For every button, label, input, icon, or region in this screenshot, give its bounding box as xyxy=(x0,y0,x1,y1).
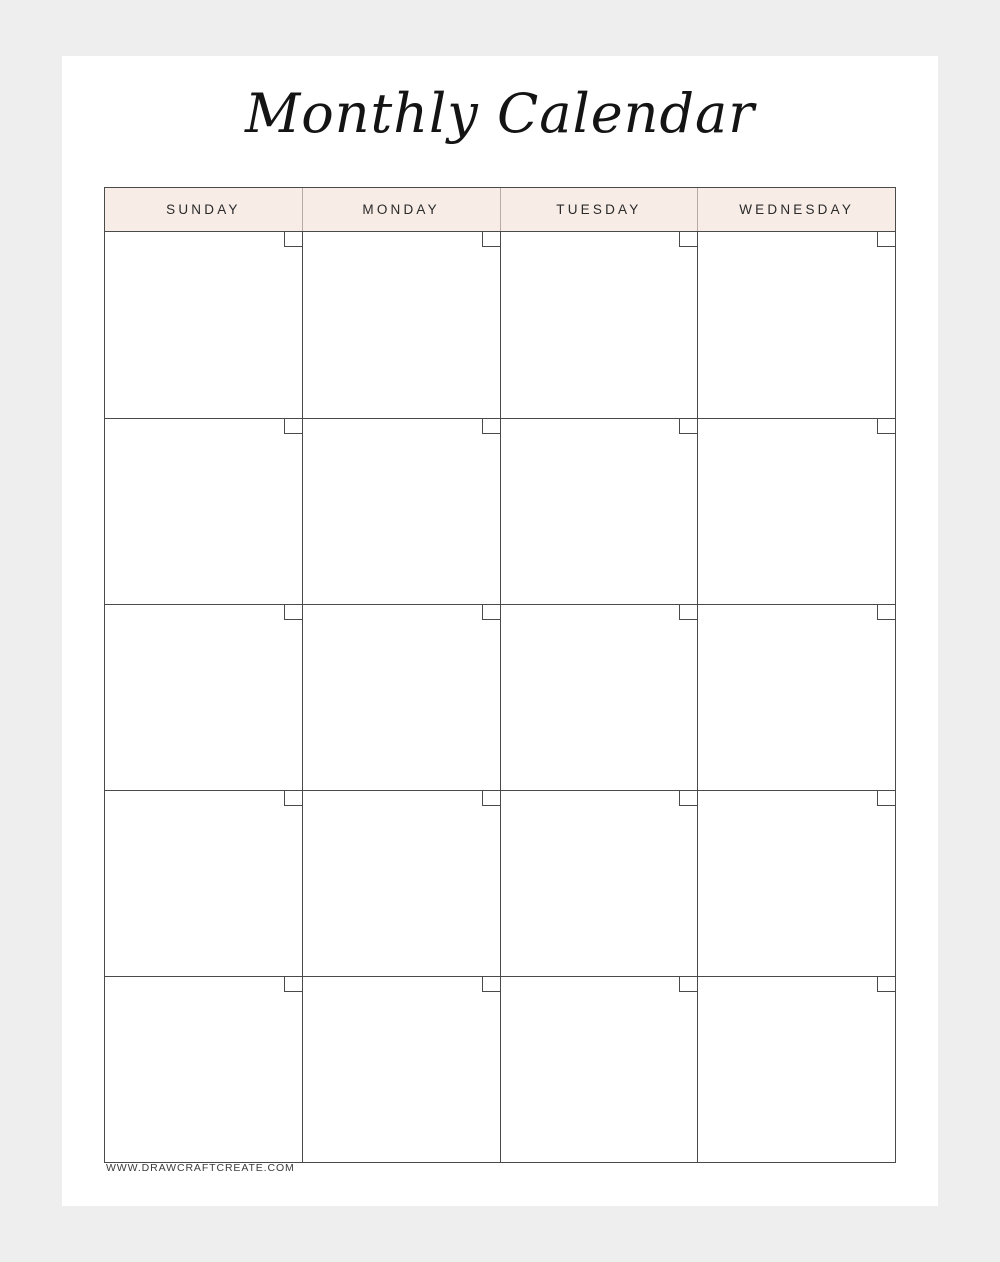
day-cell[interactable] xyxy=(302,232,500,418)
weekday-header-sunday: SUNDAY xyxy=(166,202,241,217)
day-cell[interactable] xyxy=(105,604,302,790)
date-number-box[interactable] xyxy=(482,419,500,434)
day-cell[interactable] xyxy=(500,976,698,1162)
weekday-header-tuesday: TUESDAY xyxy=(500,188,698,231)
day-cell[interactable] xyxy=(105,976,302,1162)
week-row xyxy=(105,418,895,604)
date-number-box[interactable] xyxy=(679,419,697,434)
week-row xyxy=(105,976,895,1162)
day-cell[interactable] xyxy=(697,418,895,604)
date-number-box[interactable] xyxy=(877,977,895,992)
date-number-box[interactable] xyxy=(679,232,697,247)
day-cell[interactable] xyxy=(302,604,500,790)
day-cell[interactable] xyxy=(500,604,698,790)
date-number-box[interactable] xyxy=(877,605,895,620)
day-cell[interactable] xyxy=(697,604,895,790)
date-number-box[interactable] xyxy=(284,977,302,992)
date-number-box[interactable] xyxy=(482,791,500,806)
day-cell[interactable] xyxy=(500,232,698,418)
date-number-box[interactable] xyxy=(679,605,697,620)
date-number-box[interactable] xyxy=(482,232,500,247)
date-number-box[interactable] xyxy=(679,791,697,806)
calendar-grid xyxy=(104,187,896,1163)
week-row xyxy=(105,232,895,418)
weekday-header-monday: MONDAY xyxy=(302,188,500,231)
day-cell[interactable] xyxy=(105,790,302,976)
calendar-page xyxy=(62,56,938,1206)
day-cell[interactable] xyxy=(105,418,302,604)
date-number-box[interactable] xyxy=(482,605,500,620)
day-cell[interactable] xyxy=(500,418,698,604)
day-cell[interactable] xyxy=(697,790,895,976)
date-number-box[interactable] xyxy=(284,419,302,434)
week-row xyxy=(105,604,895,790)
date-number-box[interactable] xyxy=(877,419,895,434)
day-cell[interactable] xyxy=(302,418,500,604)
week-row xyxy=(105,790,895,976)
date-number-box[interactable] xyxy=(877,232,895,247)
day-cell[interactable] xyxy=(105,232,302,418)
date-number-box[interactable] xyxy=(679,977,697,992)
day-cell[interactable] xyxy=(697,232,895,418)
day-cell[interactable] xyxy=(697,976,895,1162)
day-cell[interactable] xyxy=(302,790,500,976)
weekday-header-row xyxy=(105,188,895,232)
date-number-box[interactable] xyxy=(482,977,500,992)
weekday-header-wednesday: WEDNESDAY xyxy=(697,188,895,231)
date-number-box[interactable] xyxy=(284,791,302,806)
date-number-box[interactable] xyxy=(877,791,895,806)
footer-website-url: WWW.DRAWCRAFTCREATE.COM xyxy=(106,1162,295,1174)
date-number-box[interactable] xyxy=(284,232,302,247)
day-cell[interactable] xyxy=(500,790,698,976)
date-number-box[interactable] xyxy=(284,605,302,620)
page-title: Monthly Calendar xyxy=(244,82,756,145)
day-cell[interactable] xyxy=(302,976,500,1162)
